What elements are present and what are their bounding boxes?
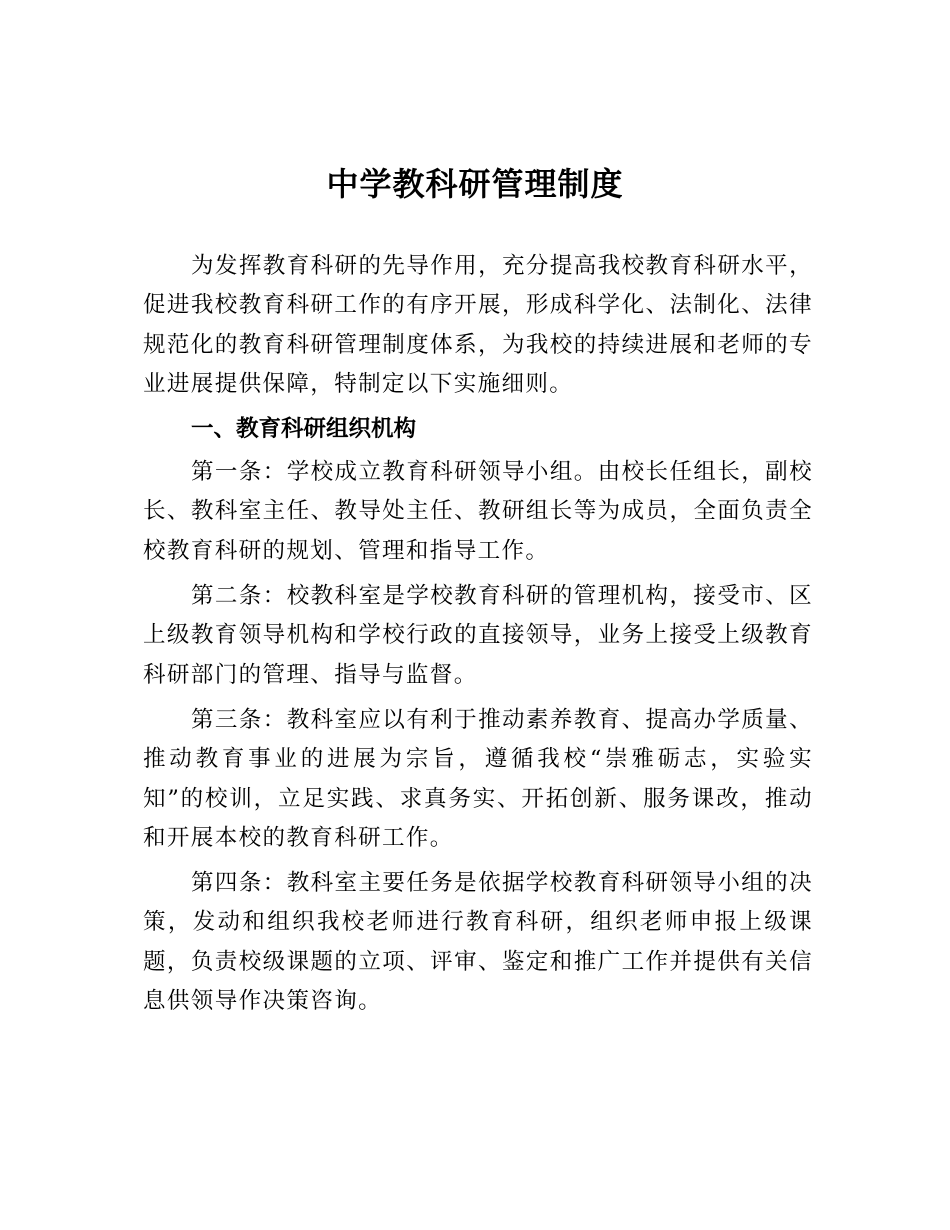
document-title: 中学教科研管理制度 xyxy=(326,165,624,203)
article-4-paragraph: 第四条：教科室主要任务是依据学校教育科研领导小组的决策，发动和组织我校老师进行教育科研，组织老师申报上级课题，负责校级课题的立项、评审、鉴定和推广工作并提供有关信息供领导作决策咨询。 xyxy=(143,870,813,1015)
document-body xyxy=(143,247,813,1027)
article-2-paragraph: 第二条：校教科室是学校教育科研的管理机构，接受市、区上级教育领导机构和学校行政的直接领导，业务上接受上级教育科研部门的管理、指导与监督。 xyxy=(143,583,813,688)
section-heading: 一、教育科研组织机构 xyxy=(191,416,417,443)
article-1-paragraph: 第一条：学校成立教育科研领导小组。由校长任组长，副校长、教科室主任、教导处主任、教研组长等为成员，全面负责全校教育科研的规划、管理和指导工作。 xyxy=(143,459,813,564)
intro-paragraph: 为发挥教育科研的先导作用，充分提高我校教育科研水平，促进我校教育科研工作的有序开展，形成科学化、法制化、法律规范化的教育科研管理制度体系，为我校的持续进展和老师的专业进展提供保障，特制定以下实施细则。 xyxy=(143,253,813,397)
article-3-paragraph: 第三条：教科室应以有利于推动素养教育、提高办学质量、推动教育事业的进展为宗旨，遵循我校“崇雅砺志，实验实知”的校训，立足实践、求真务实、开拓创新、服务课改，推动和开展本校的教育科研工作。 xyxy=(143,706,813,851)
